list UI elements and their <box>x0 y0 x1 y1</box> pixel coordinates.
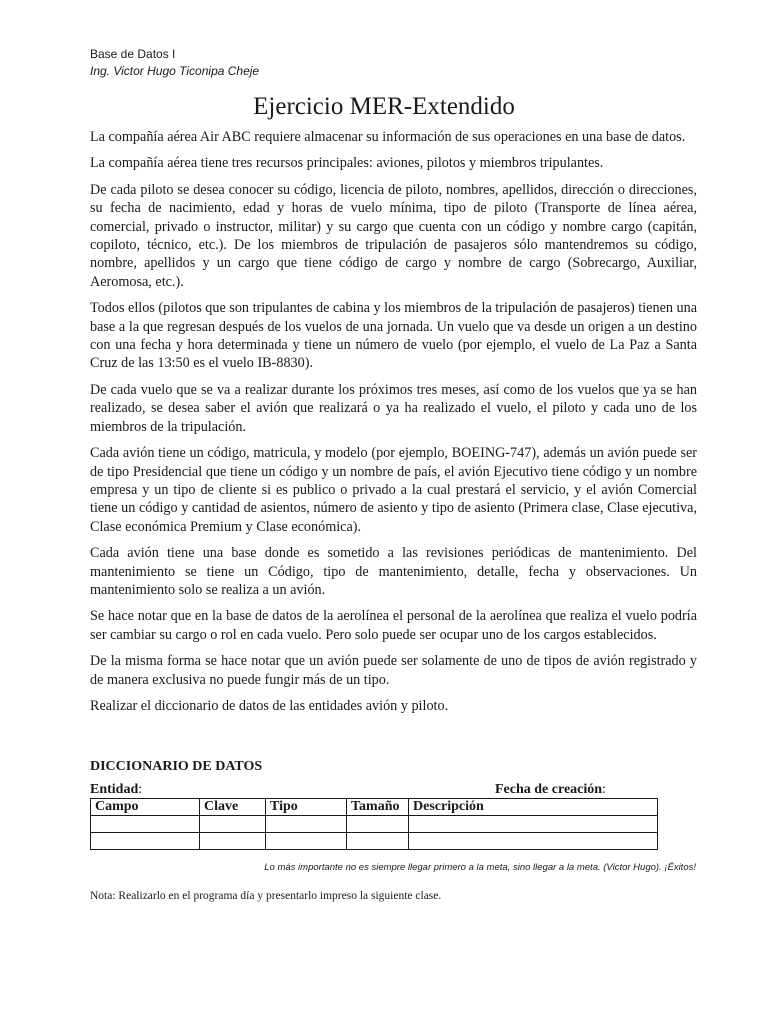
creation-date-label: Fecha de creación <box>495 782 603 797</box>
table-cell <box>91 816 200 833</box>
table-row <box>91 833 658 850</box>
table-cell <box>266 816 347 833</box>
dictionary-heading: DICCIONARIO DE DATOS <box>90 759 263 774</box>
table-cell <box>409 816 658 833</box>
table-header-row <box>91 799 658 816</box>
document-title: Ejercicio MER-Extendido <box>253 93 515 120</box>
motivational-quote: Lo más importante no es siempre llegar primero a la meta, sino llegar a la meta. (Victor Hugo). ¡Éxitos! <box>264 862 696 873</box>
paragraph: De la misma forma se hace notar que un avión puede ser solamente de uno de tipos de avión registrado y de manera exclusiva no puede fungir más de un tipo. <box>90 653 697 688</box>
paragraph: De cada vuelo que se va a realizar durante los próximos tres meses, así como de los vuelos que ya se han realizado, se desea saber el avión que realizará o ya ha realizado el vuelo, el piloto y cada uno de los miembros de la tripulación. <box>90 381 697 435</box>
date-colon: : <box>602 782 606 797</box>
course-name: Base de Datos I <box>90 47 176 61</box>
table-cell <box>347 833 409 850</box>
document-header <box>90 46 259 80</box>
note-text: Nota: Realizarlo en el programa día y presentarlo impreso la siguiente clase. <box>90 890 442 902</box>
table-cell <box>266 833 347 850</box>
paragraph: La compañía aérea Air ABC requiere almacenar su información de sus operaciones en una base de datos. <box>90 129 686 145</box>
column-header-campo: Campo <box>91 799 200 816</box>
entity-line <box>90 782 610 798</box>
paragraph: Cada avión tiene un código, matricula, y modelo (por ejemplo, BOEING-747), además un avión puede ser de tipo Presidencial que tiene un código y un nombre de país, el avión Ejecutivo tiene código y un nombre empresa y un tipo de cliente si es publico o privado a la cual prestará el servicio, y el avión Comercial tiene un código y cantidad de asientos, número de asiento y tipo de asiento (Primera clase, Clase ejecutiva, Clase económica Premium y Clase económica). <box>90 445 697 535</box>
entity-colon: : <box>138 782 143 797</box>
author-name: Ing. Victor Hugo Ticonipa Cheje <box>90 64 260 78</box>
paragraph: Cada avión tiene una base donde es sometido a las revisiones periódicas de mantenimiento. Del mantenimiento se tiene un Código, tipo de mantenimiento, detalle, fecha y observaciones. Un mantenimiento solo se realiza a un avión. <box>90 545 697 598</box>
table-cell <box>409 833 658 850</box>
body-text <box>90 128 697 723</box>
data-dictionary-table <box>90 798 658 850</box>
table-row <box>91 816 658 833</box>
column-header-descripcion: Descripción <box>409 799 658 816</box>
column-header-clave: Clave <box>200 799 266 816</box>
table-cell <box>200 816 266 833</box>
creation-date-field <box>495 782 606 798</box>
paragraph: La compañía aérea tiene tres recursos principales: aviones, pilotos y miembros tripulantes. <box>90 155 604 172</box>
table-cell <box>200 833 266 850</box>
table-cell <box>91 833 200 850</box>
column-header-tamano: Tamaño <box>347 799 409 816</box>
paragraph: Realizar el diccionario de datos de las entidades avión y piloto. <box>90 697 449 714</box>
entity-label: Entidad <box>90 782 139 797</box>
paragraph: Todos ellos (pilotos que son tripulantes de cabina y los miembros de la tripulación de pasajeros) tienen una base a la que regresan después de los vuelos de una jornada. Un vuelo que va desde un origen a un destino con una fecha y hora determinada y tiene un número de vuelo (por ejemplo, el vuelo de La Paz a Santa Cruz de las 13:50 es el vuelo IB-8830). <box>90 300 697 372</box>
table-cell <box>347 816 409 833</box>
column-header-tipo: Tipo <box>266 799 347 816</box>
paragraph: De cada piloto se desea conocer su código, licencia de piloto, nombres, apellidos, dirección o direcciones, su fecha de nacimiento, edad y horas de vuelo mínima, tipo de piloto (Transporte de línea aérea, comercial, privado o instructor, militar) y su cargo que cuenta con un código y nombre cargo (capitán, copiloto, técnico, etc.). De los miembros de tripulación de pasajeros sólo mantendremos su código, nombre, apellidos y un cargo que tiene código de cargo y nombre de cargo (Sobrecargo, Auxiliar, Aeromosa, etc.). <box>90 181 697 290</box>
paragraph: Se hace notar que en la base de datos de la aerolínea el personal de la aerolínea que realiza el vuelo podría ser cambiar su cargo o rol en cada vuelo. Pero solo puede ser ocupar uno de los cargos establecidos. <box>90 608 697 643</box>
